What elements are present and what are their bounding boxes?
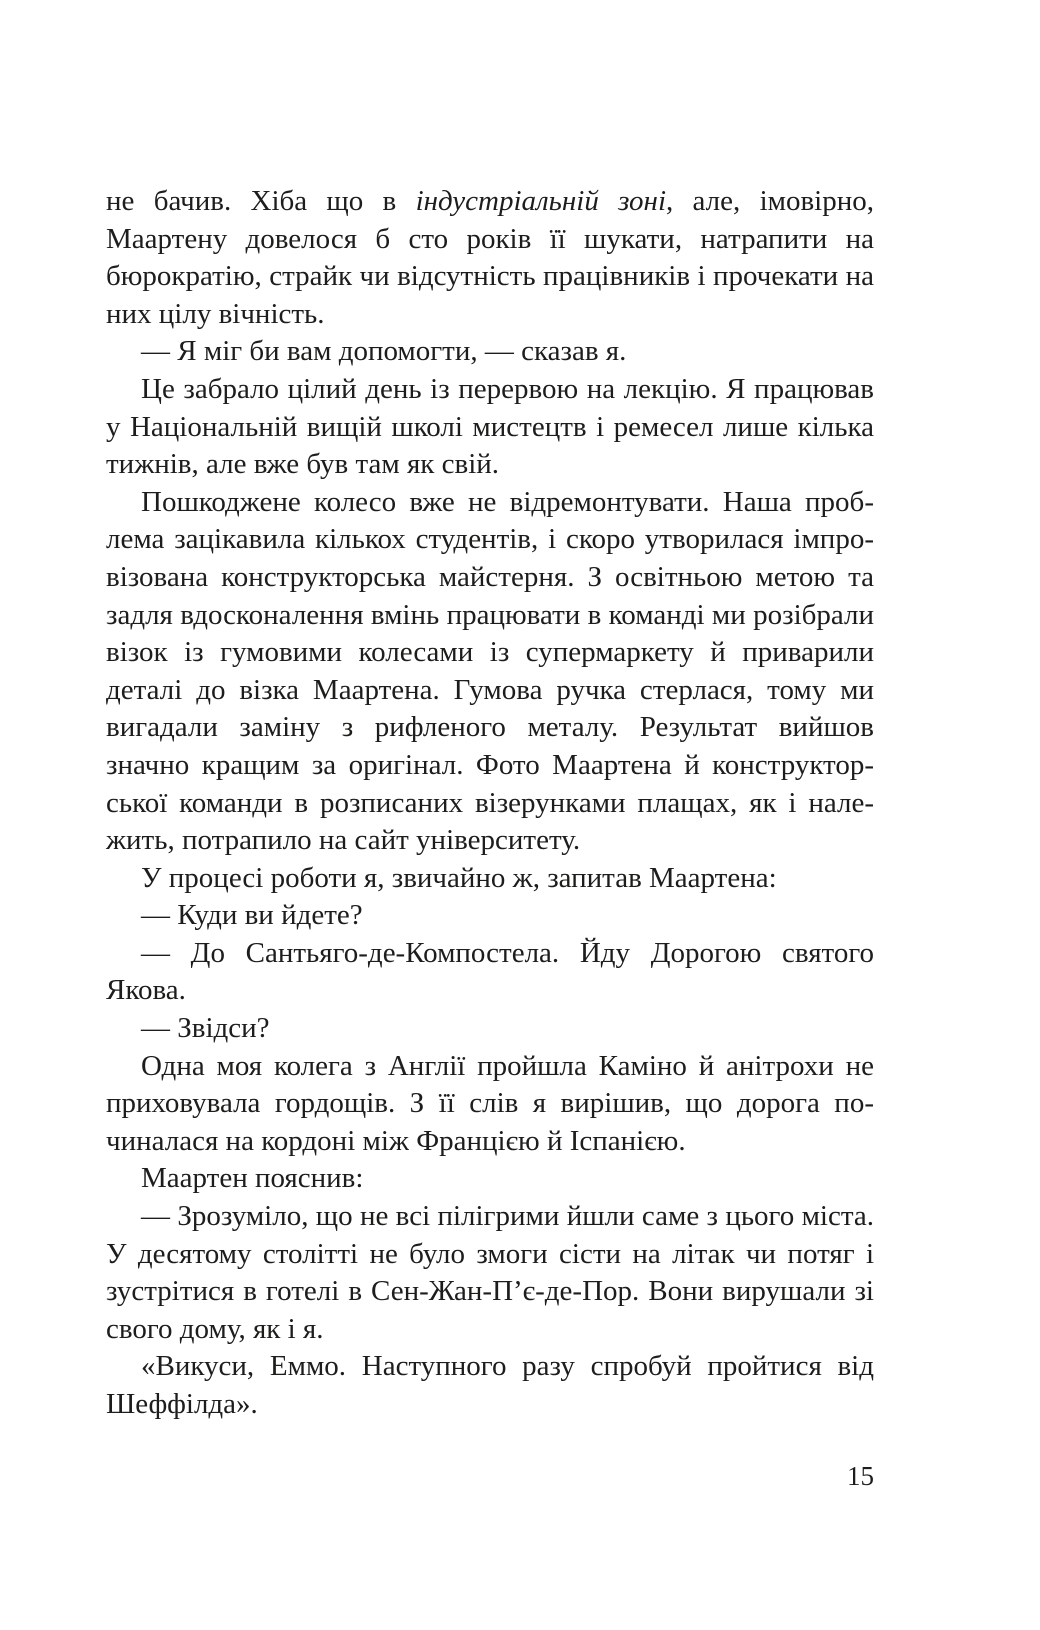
paragraph: Пошкоджене колесо вже не відремонтувати. Наша проблема зацікавила кількох студентів, і скоро утворилася імпровізована конструкторська майстерня. З освітньою метою та задля вдосконалення вмінь працювати в команді ми розібрали візок із гумовими колесами із супермаркету й приварили деталі до візка Маартена. Гумова ручка стерлася, тому ми вигадали заміну з рифленого металу. Результат вийшов значно кращим за оригінал. Фото Маартена й конструкторської команди в розписаних візерунками плащах, як і належить, потрапило на сайт університету. [106, 485, 874, 857]
page-number: 15 [847, 1461, 874, 1491]
paragraph: Маартен пояснив: [141, 1162, 364, 1195]
paragraph [106, 183, 874, 333]
paragraph: «Викуси, Еммо. Наступного разу спробуй пройтися від Шеффілда». [106, 1350, 874, 1420]
paragraph-text: не бачив. Хіба що в [106, 185, 416, 217]
text-block [106, 183, 874, 1424]
paragraph-text: , але, імовірно, Маартену довелося б сто років її шукати, натрапити на бюрократію, страйк чи відсутність працівників і прочекати на них цілу вічність. [106, 185, 874, 330]
paragraph-dialogue: — Куди ви йдете? [141, 899, 363, 932]
paragraph-dialogue: — Звідси? [141, 1012, 270, 1045]
paragraph: У процесі роботи я, звичайно ж, запитав Маартена: [141, 861, 777, 894]
paragraph-dialogue: — Я міг би вам допомогти, — сказав я. [141, 335, 627, 368]
paragraph-dialogue: — Зрозуміло, що не всі пілігрими йшли саме з цього міста. У десятому столітті не було змоги сісти на літак чи потяг і зустрітися в готелі в Сен-Жан-П’є-де-Пор. Вони вирушали зі свого дому, як і я. [106, 1200, 874, 1345]
paragraph-dialogue: — До Сантьяго-де-Компостела. Йду Дорогою святого Якова. [106, 936, 874, 1007]
paragraph: Це забрало цілий день із перервою на лекцію. Я працював у Національній вищій школі мистецтв і ремесел лише кілька тижнів, але вже був там як свій. [106, 372, 874, 481]
paragraph: Одна моя колега з Англії пройшла Каміно й анітрохи не приховувала гордощів. З її слів я вирішив, що дорога починалася на кордоні між Францією й Іспанією. [106, 1049, 874, 1157]
italic-phrase: індустріальній зоні [415, 185, 666, 217]
